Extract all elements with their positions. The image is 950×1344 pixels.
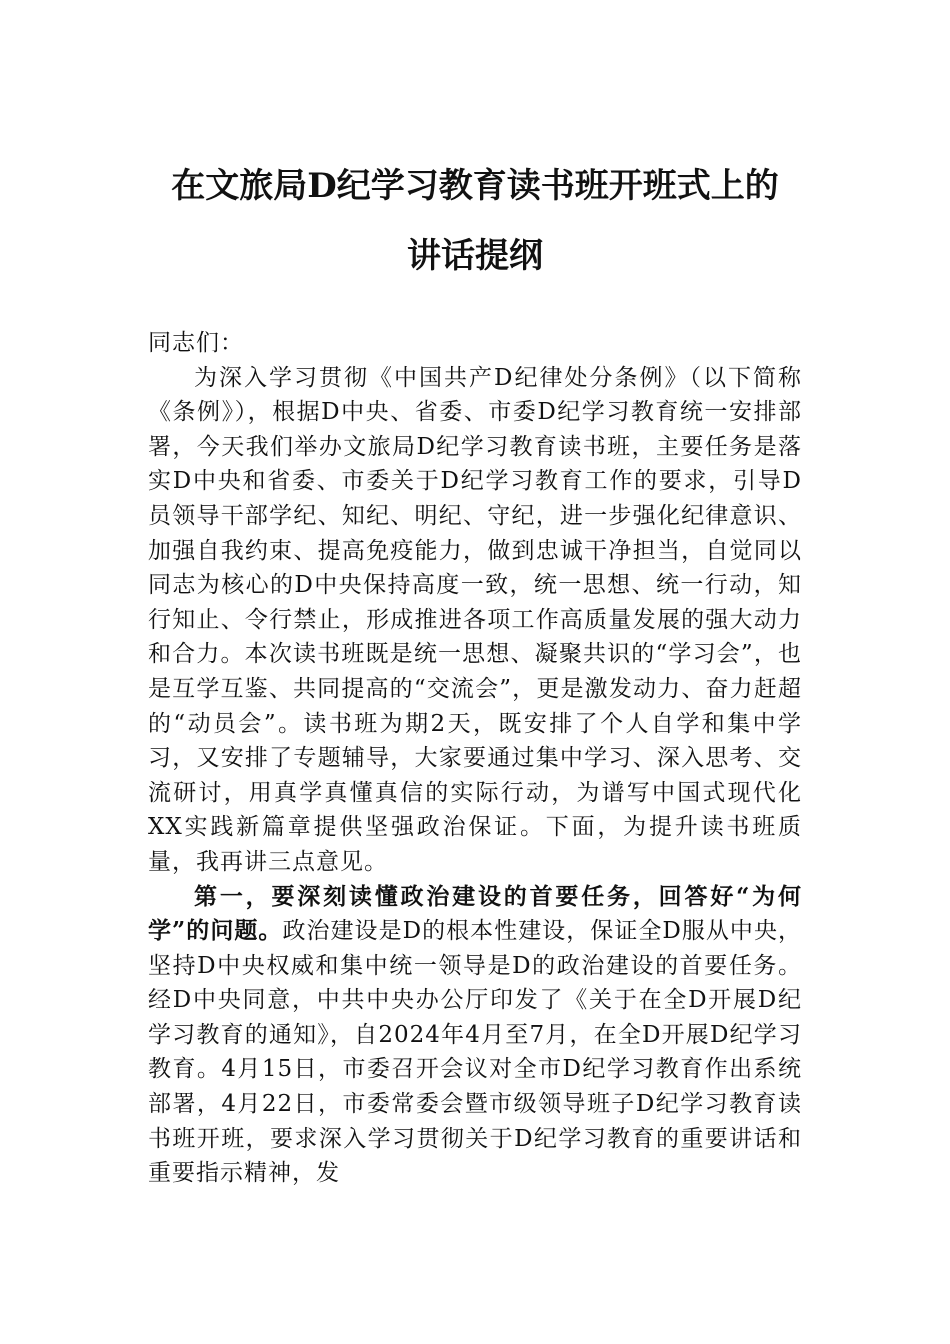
document-title-line-1: 在文旅局D纪学习教育读书班开班式上的	[171, 166, 779, 206]
paragraph-2-lead: 第一，要深刻读懂政治建设的首要任务，回答好“为何学”的问题。	[148, 882, 802, 945]
paragraph-2	[148, 880, 802, 1191]
salutation: 同志们：	[148, 330, 244, 356]
paragraph-1: 为深入学习贯彻《中国共产D纪律处分条例》（以下简称《条例》），根据D中央、省委、市委D纪学习教育统一安排部署，今天我们举办文旅局D纪学习教育读书班，主要任务是落实D中央和省委、市委关于D纪学习教育工作的要求，引导D员领导干部学纪、知纪、明纪、守纪，进一步强化纪律意识、加强自我约束、提高免疫能力，做到忠诚干净担当，自觉同以同志为核心的D中央保持高度一致，统一思想、统一行动，知行知止、令行禁止，形成推进各项工作高质量发展的强大动力和合力。本次读书班既是统一思想、凝聚共识的“学习会”，也是互学互鉴、共同提高的“交流会”，更是激发动力、奋力赶超的“动员会”。读书班为期2天，既安排了个人自学和集中学习，又安排了专题辅导，大家要通过集中学习、深入思考、交流研讨，用真学真懂真信的实际行动，为谱写中国式现代化XX实践新篇章提供坚强政治保证。下面，为提升读书班质量，我再讲三点意见。	[148, 364, 802, 875]
paragraph-2-body: 政治建设是D的根本性建设，保证全D服从中央，坚持D中央权威和集中统一领导是D的政治建设的首要任务。经D中央同意，中共中央办公厅印发了《关于在全D开展D纪学习教育的通知》，自2024年4月至7月，在全D开展D纪学习教育。4月15日，市委召开会议对全市D纪学习教育作出系统部署，4月22日，市委常委会暨市级领导班子D纪学习教育读书班开班，要求深入学习贯彻关于D纪学习教育的重要讲话和重要指示精神，发	[148, 918, 802, 1187]
document-title-line-2: 讲话提纲	[407, 236, 543, 276]
document-body	[148, 326, 802, 1191]
